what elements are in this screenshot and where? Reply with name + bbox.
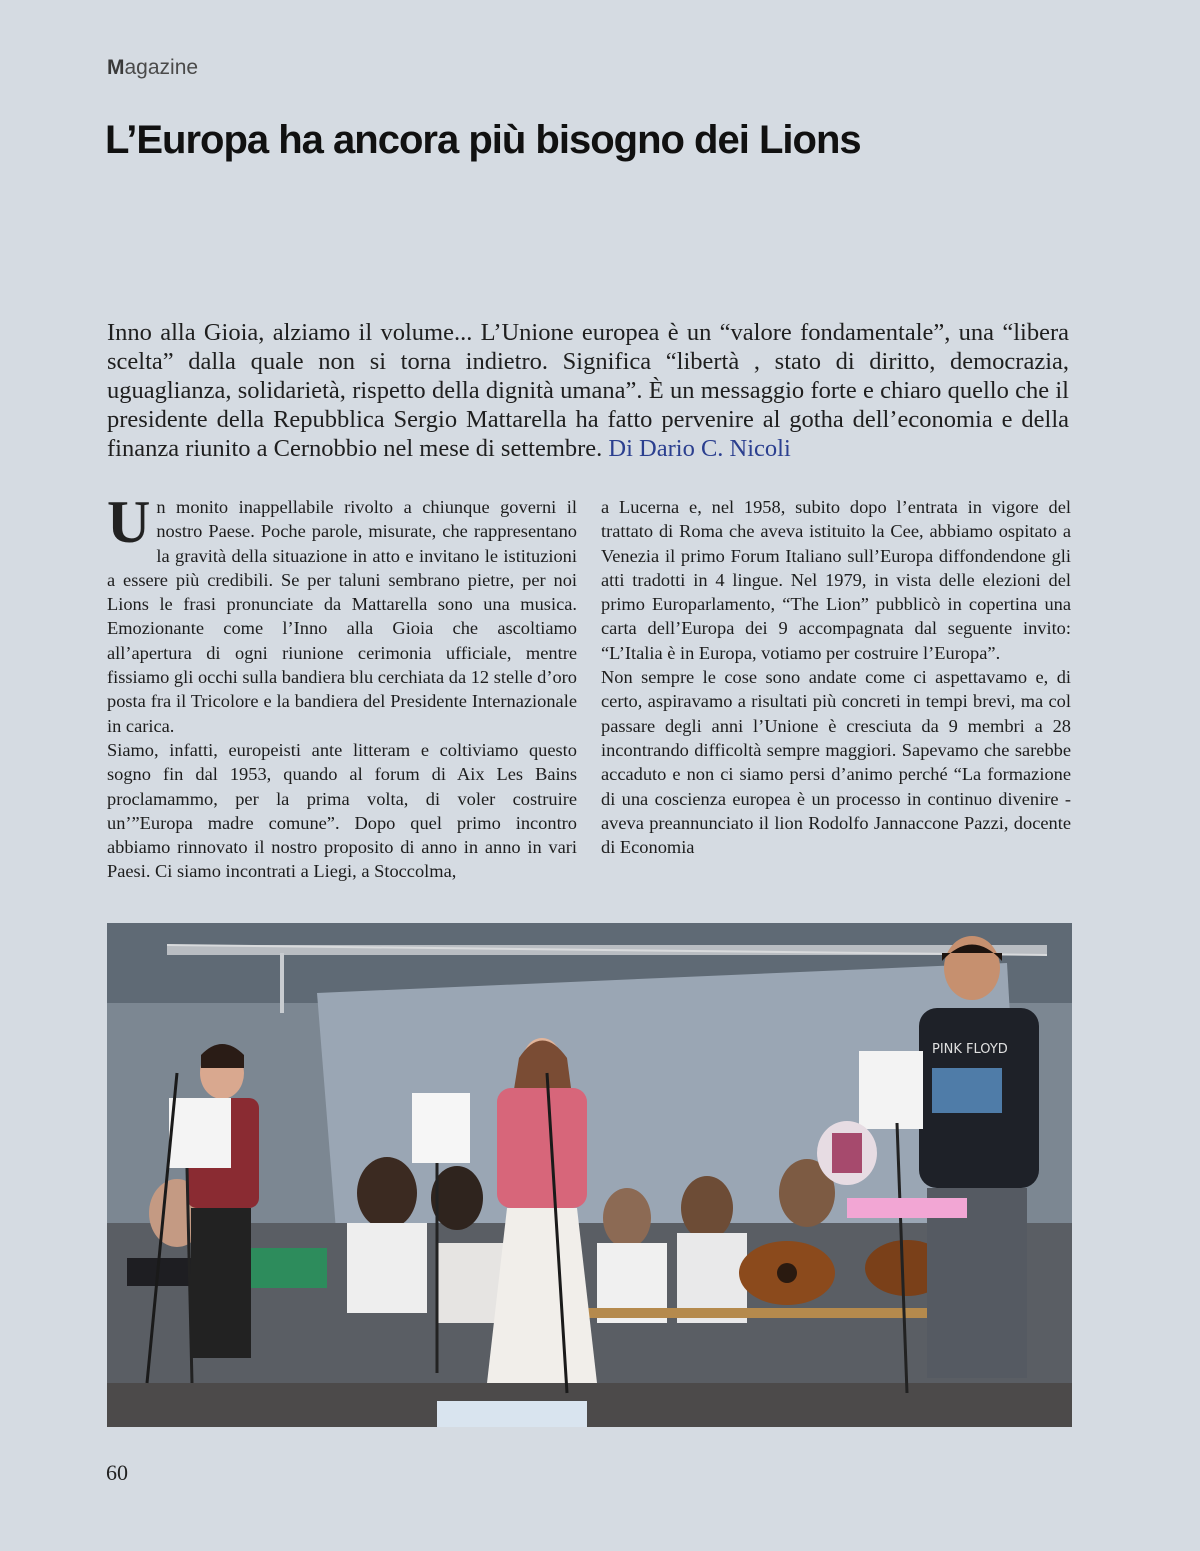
section-label-rest: agazine bbox=[124, 56, 199, 79]
shirt-text: PINK FLOYD bbox=[932, 1042, 1008, 1057]
lead-text: Inno alla Gioia, alziamo il volume... L’Unione europea è un “valore fondamentale”, una “libera scelta” dalla quale non si torna indietro. Significa “libertà , stato di diritto, democrazia, uguaglianza, solidarietà, rispetto della dignità umana”. È un messaggio forte e chiaro quello che il presidente della Repubblica Sergio Mattarella ha fatto pervenire al gotha dell’economia e della finanza riunito a Cernobbio nel mese di settembre. bbox=[107, 319, 1069, 462]
stage-photo bbox=[107, 923, 1072, 1427]
stage-performance-illustration bbox=[107, 923, 1072, 1427]
section-label-initial: M bbox=[107, 56, 125, 79]
drop-cap: U bbox=[107, 489, 151, 555]
byline: Di Dario C. Nicoli bbox=[608, 435, 791, 462]
page-number: 60 bbox=[106, 1460, 128, 1485]
section-label bbox=[107, 56, 198, 80]
article-lead bbox=[107, 318, 1069, 463]
body-paragraph: Siamo, infatti, europeisti ante litteram e coltiviamo questo sogno fin dal 1953, quando al forum di Aix Les Bains proclamammo, per la prima volta, di voler costruire un’”Europa madre comune”. Dopo quel primo incontro abbiamo rinnovato il nostro proposito di anno in anno in vari Paesi. Ci siamo incontrati a Liegi, a Stoccolma, bbox=[107, 739, 577, 882]
body-column-left bbox=[107, 489, 577, 884]
article-title: L’Europa ha ancora più bisogno dei Lions bbox=[105, 118, 861, 162]
body-paragraph: Non sempre le cose sono andate come ci aspettavamo e, di certo, aspiravamo a risultati più concreti in tempi brevi, ma col passare degli anni l’Unione è cresciuta da 9 membri a 28 incontrando difficoltà sempre maggiori. Sapevamo che sarebbe accaduto e non ci siamo persi d’animo perché “La formazione di una coscienza europea è un processo in continuo divenire - aveva preannunciato il lion Rodolfo Jannaccone Pazzi, docente di Economia bbox=[601, 667, 1071, 858]
paragraph-text: n monito inappellabile rivolto a chiunque governi il nostro Paese. Poche parole, misurate, che rappresentano la gravità della situazione in atto e invitano le istituzioni a essere più credibili. Se per taluni sembrano pietre, per noi Lions le frasi pronunciate da Mattarella sono una musica. Emozionante come l’Inno alla Gioia che ascoltiamo all’apertura di ogni riunione cerimonia ufficiale, mentre fissiamo gli occhi sulla bandiera blu cerchiata da 12 stelle d’oro posta fra il Tricolore e la bandiera del Presidente Internazionale in carica. bbox=[107, 497, 577, 736]
body-paragraph: a Lucerna e, nel 1958, subito dopo l’entrata in vigore del trattato di Roma che aveva istituito la Cee, abbiamo ospitato a Venezia il primo Forum Italiano sull’Europa diffondendone gli atti tradotti in 4 lingue. Nel 1979, in vista delle elezioni del primo Europarlamento, “The Lion” pubblicò in copertina una carta dell’Europa dei 9 accompagnata dal seguente invito: “L’Italia è in Europa, votiamo per costruire l’Europa”. bbox=[601, 497, 1071, 663]
body-paragraph bbox=[107, 489, 577, 738]
body-column-right bbox=[601, 495, 1071, 859]
